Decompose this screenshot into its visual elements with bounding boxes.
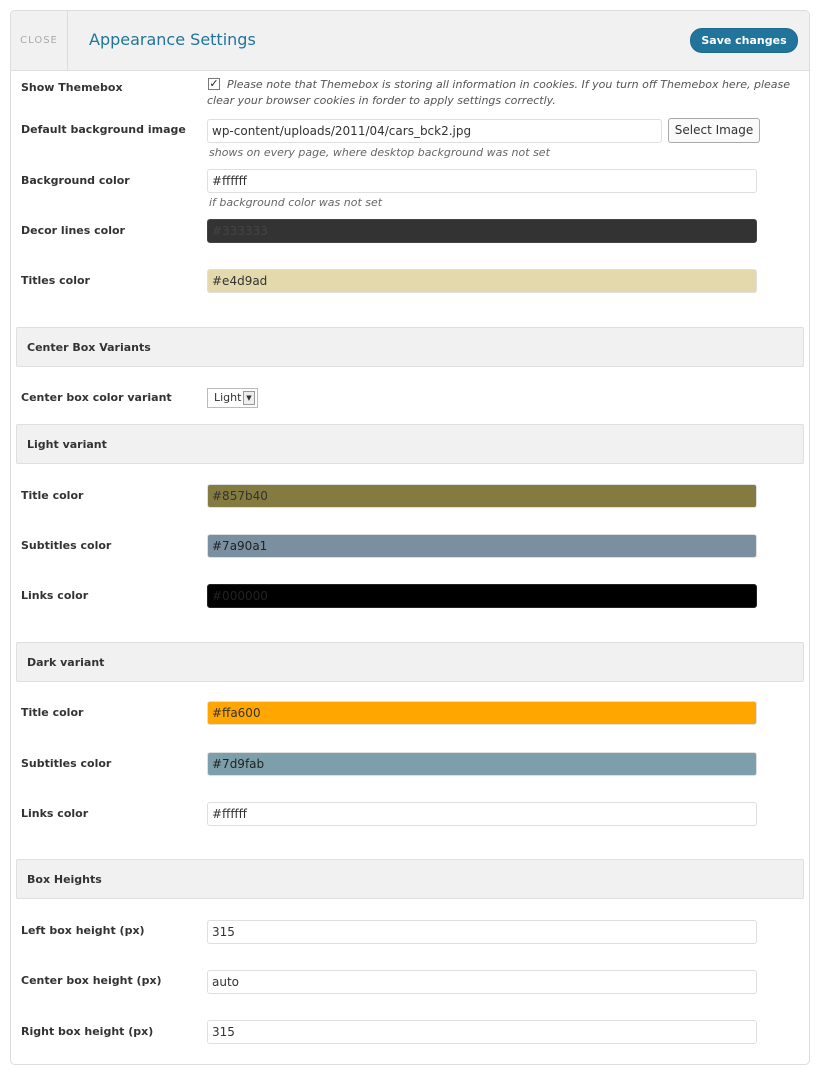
center-variant-select[interactable] (207, 388, 258, 408)
page-title: Appearance Settings (89, 30, 256, 49)
dark-title-color-input[interactable]: #ffa600 (207, 701, 757, 725)
decor-lines-label: Decor lines color (21, 224, 125, 237)
light-subtitles-color-input[interactable]: #7a90a1 (207, 534, 757, 558)
bg-color-input[interactable]: #ffffff (207, 169, 757, 193)
light-title-color-input[interactable]: #857b40 (207, 484, 757, 508)
bg-color-hint: if background color was not set (209, 196, 383, 209)
section-title: Dark variant (27, 656, 105, 669)
section-title: Light variant (27, 438, 107, 451)
section-light-variant (16, 424, 804, 464)
center-box-height-label: Center box height (px) (21, 974, 162, 987)
center-variant-label: Center box color variant (21, 391, 172, 404)
close-button[interactable]: CLOSE (11, 11, 68, 71)
dark-title-color-label: Title color (21, 706, 84, 719)
bg-color-label: Background color (21, 174, 130, 187)
right-box-height-label: Right box height (px) (21, 1025, 154, 1038)
section-box-heights (16, 859, 804, 899)
checkmark-icon: ✓ (209, 77, 219, 90)
panel-header (11, 11, 809, 71)
light-links-color-label: Links color (21, 589, 89, 602)
section-dark-variant (16, 642, 804, 682)
titles-color-input[interactable]: #e4d9ad (207, 269, 757, 293)
show-themebox-label: Show Themebox (21, 81, 123, 94)
light-title-color-label: Title color (21, 489, 84, 502)
dark-links-color-label: Links color (21, 807, 89, 820)
section-title: Box Heights (27, 873, 102, 886)
titles-color-label: Titles color (21, 274, 90, 287)
center-variant-value: Light (214, 391, 242, 404)
light-links-color-input[interactable]: #000000 (207, 584, 757, 608)
light-subtitles-color-label: Subtitles color (21, 539, 112, 552)
dropdown-arrow-icon: ▼ (243, 391, 255, 405)
dark-links-color-input[interactable]: #ffffff (207, 802, 757, 826)
left-box-height-label: Left box height (px) (21, 924, 145, 937)
left-box-height-input[interactable]: 315 (207, 920, 757, 944)
default-bg-input[interactable]: wp-content/uploads/2011/04/cars_bck2.jpg (207, 119, 662, 143)
save-changes-button[interactable]: Save changes (690, 28, 798, 53)
right-box-height-input[interactable]: 315 (207, 1020, 757, 1044)
default-bg-label: Default background image (21, 123, 186, 136)
section-center-box-variants (16, 327, 804, 367)
default-bg-hint: shows on every page, where desktop background was not set (209, 146, 550, 159)
center-box-height-input[interactable]: auto (207, 970, 757, 994)
select-image-button[interactable]: Select Image (668, 118, 760, 143)
settings-panel (10, 10, 810, 1065)
dark-subtitles-color-input[interactable]: #7d9fab (207, 752, 757, 776)
decor-lines-input[interactable]: #333333 (207, 219, 757, 243)
section-title: Center Box Variants (27, 341, 151, 354)
show-themebox-note: Please note that Themebox is storing all information in cookies. If you turn off Themebox here, please clear your browser cookies in forder to apply settings correctly. (207, 78, 791, 107)
dark-subtitles-color-label: Subtitles color (21, 757, 112, 770)
